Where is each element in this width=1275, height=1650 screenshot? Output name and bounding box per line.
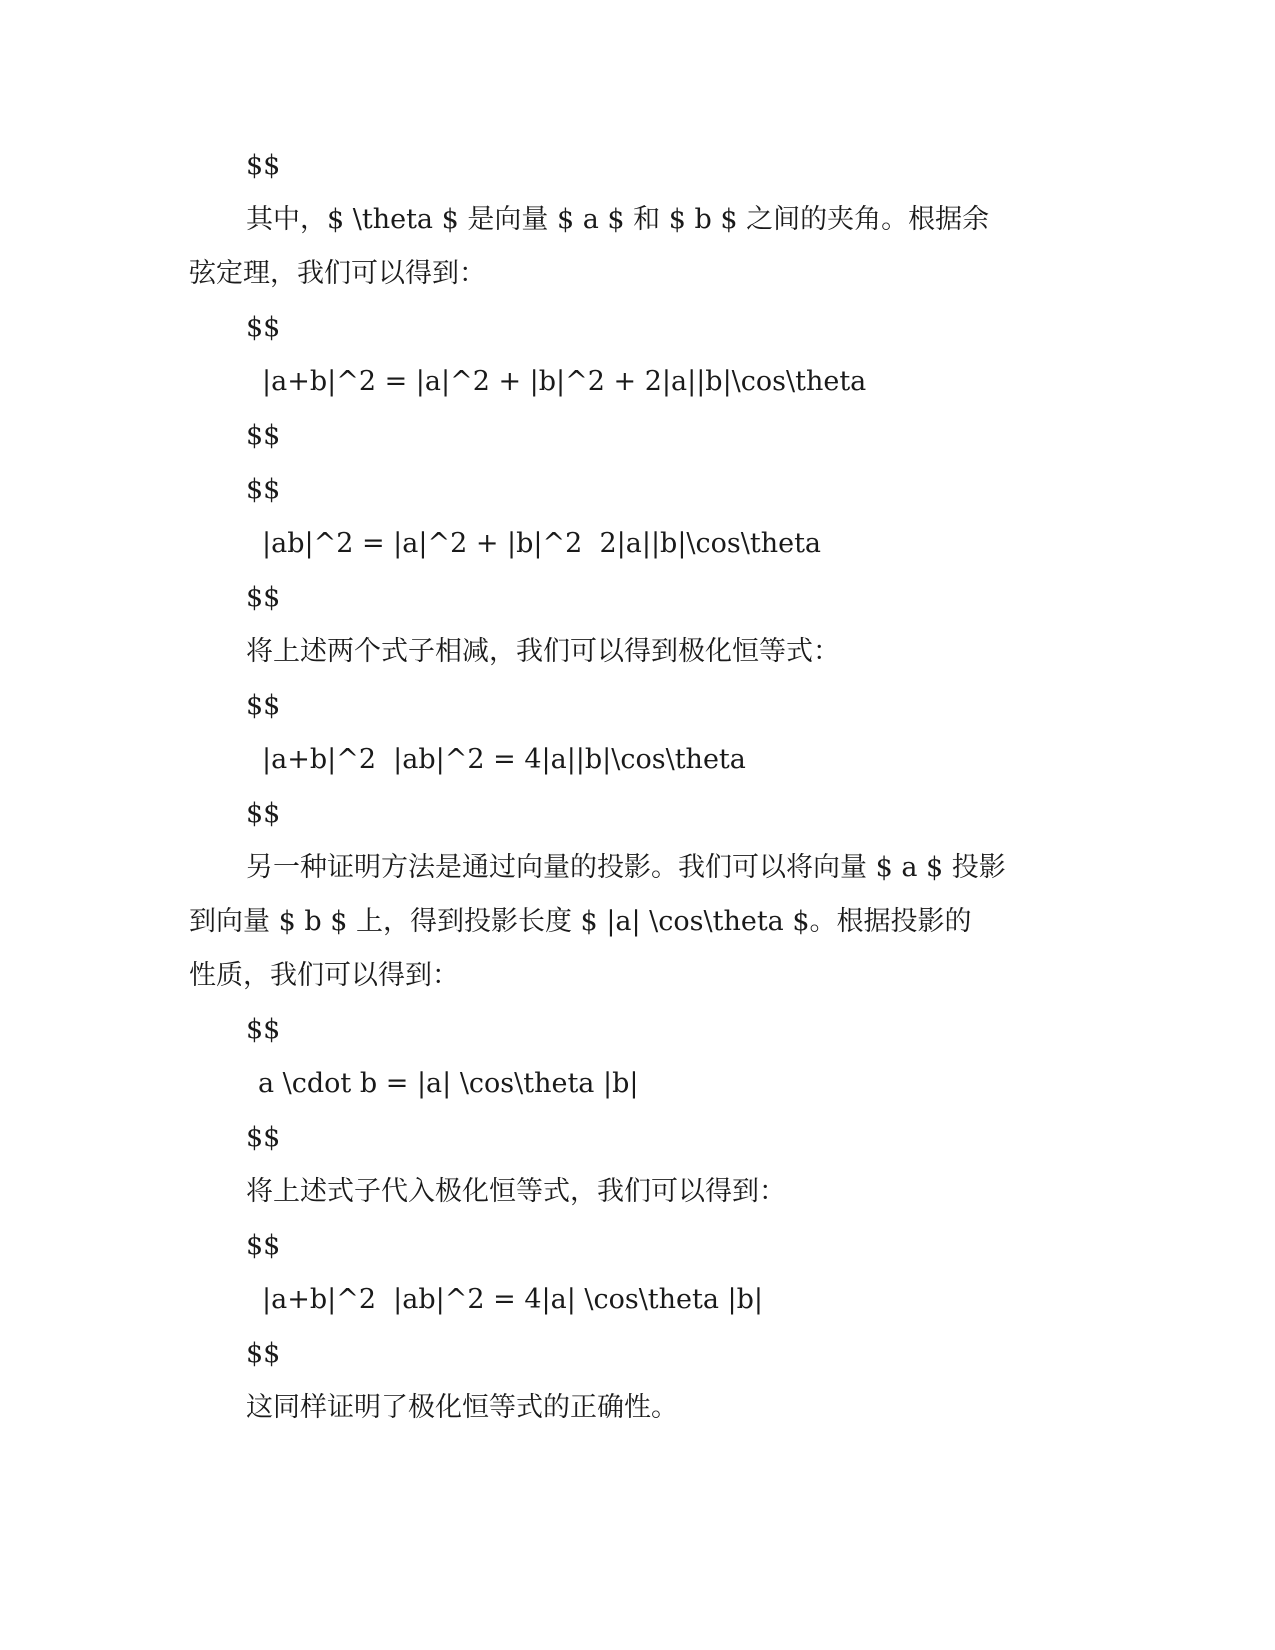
display-math-delimiter: $$ <box>246 1338 281 1369</box>
paragraph-line: 将上述式子代入极化恒等式，我们可以得到： <box>246 1176 786 1207</box>
display-math-delimiter: $$ <box>246 582 281 613</box>
paragraph-line: 另一种证明方法是通过向量的投影。我们可以将向量 $ a $ 投影 <box>246 852 1006 883</box>
display-math-delimiter: $$ <box>246 312 281 343</box>
paragraph-line: 这同样证明了极化恒等式的正确性。 <box>246 1392 678 1423</box>
paragraph-line: 性质，我们可以得到： <box>189 960 459 991</box>
display-math-delimiter: $$ <box>246 420 281 451</box>
display-math-delimiter: $$ <box>246 150 281 181</box>
display-math-delimiter: $$ <box>246 1230 281 1261</box>
display-math-delimiter: $$ <box>246 1122 281 1153</box>
paragraph-line: 将上述两个式子相减，我们可以得到极化恒等式： <box>246 636 840 667</box>
formula-line: |a+b|^2 |ab|^2 = 4|a| \cos\theta |b| <box>262 1284 764 1315</box>
formula-line: |a+b|^2 |ab|^2 = 4|a||b|\cos\theta <box>262 744 746 775</box>
display-math-delimiter: $$ <box>246 690 281 721</box>
formula-line: a \cdot b = |a| \cos\theta |b| <box>258 1068 639 1099</box>
display-math-delimiter: $$ <box>246 474 281 505</box>
formula-line: |a+b|^2 = |a|^2 + |b|^2 + 2|a||b|\cos\theta <box>262 366 867 397</box>
display-math-delimiter: $$ <box>246 798 281 829</box>
formula-line: |ab|^2 = |a|^2 + |b|^2 2|a||b|\cos\theta <box>262 528 822 559</box>
paragraph-line: 到向量 $ b $ 上，得到投影长度 $ |a| \cos\theta $。根据投影的 <box>189 906 972 937</box>
display-math-delimiter: $$ <box>246 1014 281 1045</box>
paragraph-line: 弦定理，我们可以得到： <box>189 258 486 289</box>
paragraph-line: 其中，$ \theta $ 是向量 $ a $ 和 $ b $ 之间的夹角。根据余 <box>246 204 990 235</box>
